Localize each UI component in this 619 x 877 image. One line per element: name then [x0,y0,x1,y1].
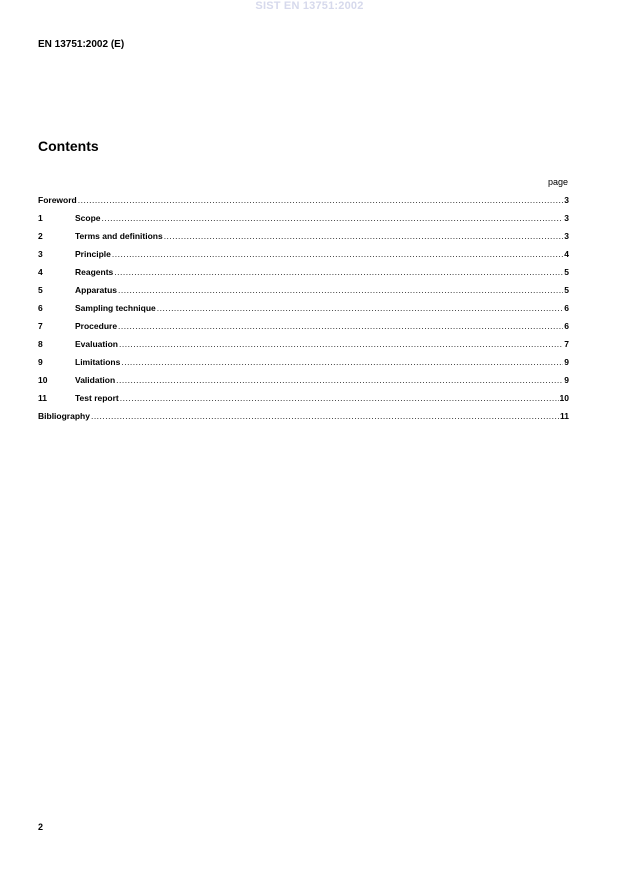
toc-entry-page: 7 [564,339,569,349]
toc-entry-reagents[interactable] [38,267,569,285]
toc-entry-procedure[interactable] [38,321,569,339]
toc-entry-title: Terms and definitions [75,231,163,241]
toc-entry-title: Validation [75,375,116,385]
toc-entry-page: 3 [564,195,569,205]
page-column-label: page [547,177,568,187]
page-number: 2 [38,822,44,832]
dot-leader [116,375,563,385]
toc-entry-title: Scope [75,213,101,223]
toc-entry-terms-and-definitions[interactable] [38,231,569,249]
dot-leader [112,249,563,259]
toc-entry-number: 3 [38,249,43,259]
toc-entry-page: 3 [564,231,569,241]
toc-entry-title: Foreword [38,195,77,205]
toc-entry-number: 8 [38,339,43,349]
toc-entry-title: Bibliography [38,411,90,421]
toc-entry-number: 4 [38,267,43,277]
toc-entry-number: 5 [38,285,43,295]
toc-entry-title: Limitations [75,357,121,367]
toc-entry-test-report[interactable] [38,393,569,411]
toc-entry-title: Evaluation [75,339,118,349]
toc-entry-page: 9 [564,375,569,385]
toc-entry-apparatus[interactable] [38,285,569,303]
toc-entry-page: 5 [564,285,569,295]
toc-entry-page: 6 [564,303,569,313]
toc-entry-limitations[interactable] [38,357,569,375]
contents-heading: Contents [38,138,99,154]
dot-leader [78,195,564,205]
toc-entry-number: 11 [38,393,47,403]
toc-entry-title: Reagents [75,267,114,277]
toc-entry-title: Principle [75,249,111,259]
toc-entry-page: 9 [564,357,569,367]
toc-entry-number: 9 [38,357,43,367]
toc-entry-page: 5 [564,267,569,277]
dot-leader [164,231,564,241]
dot-leader [119,339,563,349]
toc-entry-number: 7 [38,321,43,331]
dot-leader [121,357,563,367]
dot-leader [102,213,564,223]
toc-entry-page: 10 [559,393,569,403]
toc-entry-title: Test report [75,393,119,403]
toc-entry-number: 6 [38,303,43,313]
toc-entry-foreword[interactable] [38,195,569,213]
toc-entry-principle[interactable] [38,249,569,267]
document-id: EN 13751:2002 (E) [38,39,125,50]
dot-leader [157,303,564,313]
dot-leader [118,285,563,295]
watermark: SIST EN 13751:2002 [255,0,364,12]
toc-entry-bibliography[interactable] [38,411,569,429]
dot-leader [114,267,563,277]
toc-entry-number: 2 [38,231,43,241]
toc-entry-title: Sampling technique [75,303,156,313]
toc-entry-page: 6 [564,321,569,331]
toc-entry-page: 4 [564,249,569,259]
toc-entry-number: 10 [38,375,48,385]
toc-entry-validation[interactable] [38,375,569,393]
toc-entry-evaluation[interactable] [38,339,569,357]
toc-entry-number: 1 [38,213,43,223]
toc-entry-title: Apparatus [75,285,118,295]
toc-entry-title: Procedure [75,321,118,331]
toc-entry-page: 11 [560,411,569,421]
dot-leader [118,321,563,331]
dot-leader [120,393,559,403]
dot-leader [91,411,559,421]
toc-entry-page: 3 [564,213,569,223]
toc-entry-sampling-technique[interactable] [38,303,569,321]
toc-entry-scope[interactable] [38,213,569,231]
table-of-contents [38,195,569,429]
